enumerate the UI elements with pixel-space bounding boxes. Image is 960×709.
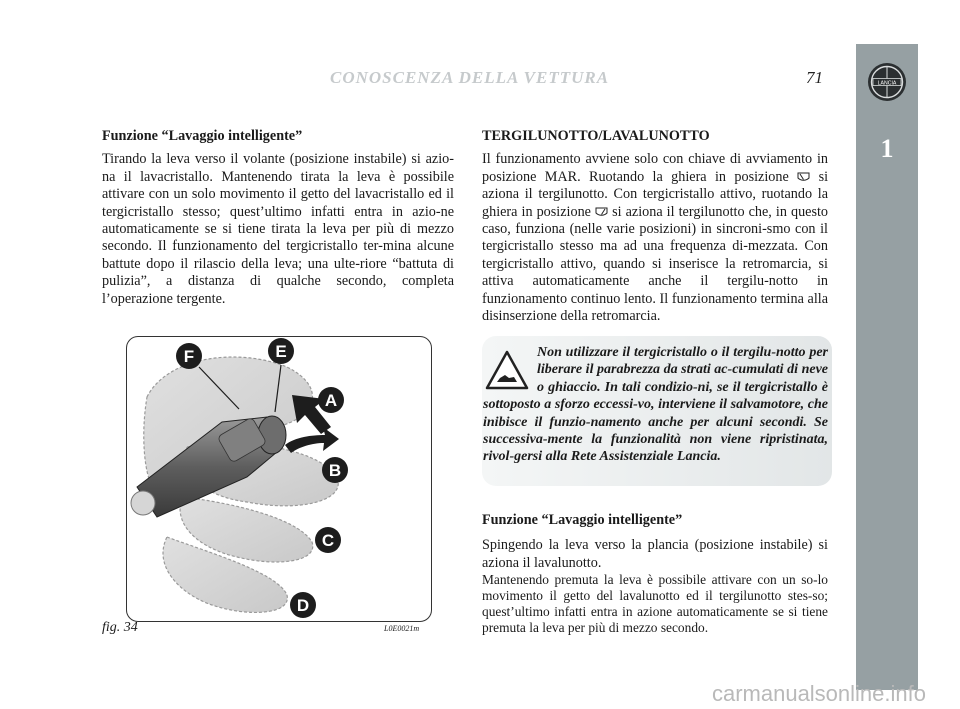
figure-box [126,336,432,622]
right-paragraph-part3: si aziona il tergilunotto che, in questo caso, funziona (nelle varie posizioni) in sincroni-smo con il tergicristallo stesso ma ad una frequenza di-mezzata. Con tergicristallo attivo, quando si inserisce la retromarcia, si attiva automaticamente anche il tergilu-notto in funzionamento continuo lento. Il funzionamento termina alla disinserzione della retromarcia. [482,203,829,325]
page-number: 71 [806,68,823,87]
wiper-lever-illustration [127,337,431,621]
section-title: CONOSCENZA DELLA VETTURA [330,68,610,87]
label-b: B [328,461,342,480]
right-section-2 [482,512,828,636]
warning-text: Non utilizzare il tergicristallo o il tergilu-notto per liberare il parabrezza da strati ac-cumulati di neve o ghiaccio. In tali condizio-ni, se il tergicristallo è sottoposto a sforzo eccessi-vo, interviene il salvamotore, che inibisce il funzio-namento anche per alcuni secondi. Se successiva-mente la funzionalità non viene ripristinata, rivol-gersi alla Rete Assistenziale Lancia. [483,345,828,465]
left-column [102,128,454,308]
left-paragraph: Tirando la leva verso il volante (posizione instabile) si azio-na il lavacristallo. Mantenendo tirata la leva è possibile attivare con un solo movimento il getto del lavacristallo ed il tergicristallo stesso; quest’ultimo infatti entra in azio-ne automaticamente se si tiene tirata la leva per più di mezzo secondo. Il funzionamento del tergicristallo ter-mina alcune battute dopo il rilascio della leva; una ulte-riore “battuta di pulizia”, a distanza di qualche secondo, completa l’operazione tergente. [102,151,454,307]
rear-wiper-washer-icon [595,207,608,217]
label-c: C [321,531,335,550]
right-heading: TERGILUNOTTO/LAVALUNOTTO [482,128,710,144]
lancia-logo-icon [867,62,907,102]
right-paragraph-2b: Mantenendo premuta la leva è possibile attivare con un so-lo movimento il getto del lavalunotto ed il tergilunotto stes-so; quest’ultimo infatti entra in azione automaticamente se si tiene premuta la leva per più di mezzo secondo. [482,572,828,636]
right-heading-2: Funzione “Lavaggio intelligente” [482,512,683,528]
label-e: E [275,342,287,361]
label-a: A [324,391,338,410]
right-paragraph-2a: Spingendo la leva verso la plancia (posizione instabile) si aziona il lavalunotto. [482,537,828,571]
figure-caption: fig. 34 [102,620,138,635]
arrow-a [285,427,339,453]
right-paragraph-part1: Il funzionamento avviene solo con chiave di avviamento in posizione MAR. Ruotando la ghiera in posizione [482,151,828,185]
right-column [482,128,828,325]
right-paragraph [482,151,828,325]
figure-code: L0E0021m [384,624,420,633]
warning-text-block [483,344,828,466]
watermark: carmanualsonline.info [711,681,926,706]
warning-triangle-icon [483,344,531,396]
left-heading: Funzione “Lavaggio intelligente” [102,128,303,144]
right-paragraph-part2: si aziona il tergilunotto. Con tergicristallo attivo, ruotando la ghiera in posizione [482,168,829,220]
chapter-number: 1 [880,134,894,163]
label-f: F [183,347,195,366]
label-d: D [296,596,310,615]
rear-wiper-icon [797,172,810,182]
logo-text: LANCIA [877,80,897,87]
